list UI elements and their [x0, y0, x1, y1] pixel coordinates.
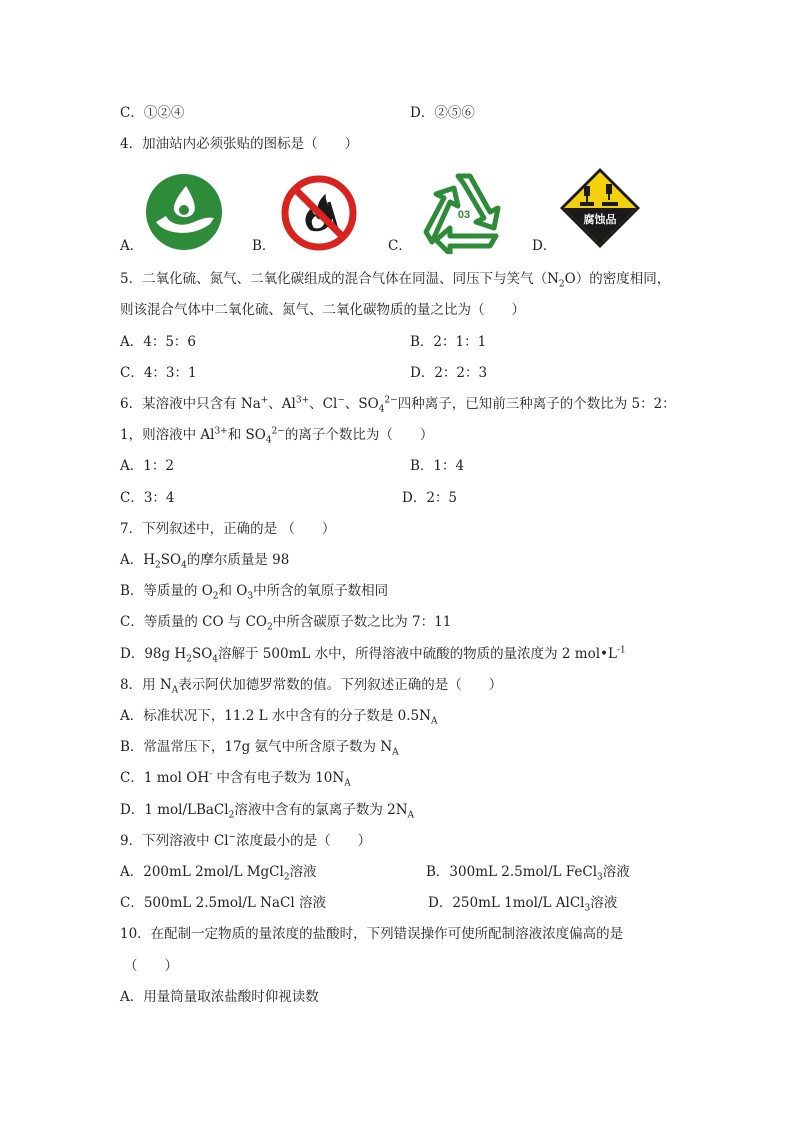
q7-stem: 7．下列叙述中，正确的是 （ ）: [120, 521, 336, 537]
q6-option-c: C．3：4: [120, 490, 175, 506]
water-saving-icon: [144, 172, 224, 252]
superscript: +: [260, 395, 269, 406]
subscript: 2: [283, 872, 290, 883]
q5-stem-line2: 则该混合气体中二氧化硫、氮气、二氧化碳物质的量之比为（ ）: [120, 302, 525, 318]
text: 溶液: [602, 864, 630, 880]
text: 中含有电子数为 10N: [212, 770, 345, 786]
q8-option-a: [120, 707, 437, 725]
text: 和 O: [218, 583, 248, 599]
subscript: 2: [212, 591, 219, 602]
text: 6．某溶液中只含有 Na: [120, 396, 261, 412]
text: A．200mL 2mol/L MgCl: [120, 864, 284, 880]
q6-stem-line2: [120, 426, 433, 444]
q6-option-a: A．1：2: [120, 458, 174, 474]
subscript: 2: [267, 622, 273, 633]
text: D．1 mol/LBaCl: [120, 802, 229, 818]
text: B．常温常压下，17g 氨气中所含原子数为 N: [120, 739, 393, 755]
superscript: −: [228, 832, 237, 843]
option-label: D．: [532, 238, 557, 254]
q5-option-a: A．4：5：6: [120, 334, 197, 350]
q9-option-b: [426, 863, 630, 881]
q9-option-c: C．500mL 2.5mol/L NaCl 溶液: [120, 895, 326, 911]
subscript: 2: [558, 279, 565, 290]
q4-option-c: [388, 166, 528, 256]
subscript: 2: [155, 560, 161, 571]
text: 溶液: [289, 864, 317, 880]
text: 中所含的氧原子数相同: [253, 583, 389, 599]
subscript: A: [407, 810, 415, 821]
subscript: A: [430, 716, 438, 727]
text: 8．用 N: [120, 677, 172, 693]
text: 表示阿伏加德罗常数的值。下列叙述正确的是（ ）: [178, 677, 503, 693]
recycling-icon: [418, 166, 510, 254]
text: 溶液中含有的氯离子数为 2N: [234, 802, 408, 818]
text: 9．下列溶液中 Cl: [120, 833, 229, 849]
text: C．1 mol OH: [120, 770, 210, 786]
subscript: 2: [186, 654, 192, 665]
text: D．98g H: [120, 646, 187, 662]
text: 1，则溶液中 Al: [120, 427, 215, 443]
superscript: 3+: [214, 426, 228, 437]
superscript: −: [337, 395, 345, 406]
q4-option-a: [120, 166, 240, 256]
text: SO: [160, 552, 182, 568]
q6-option-b: B．1：4: [410, 458, 465, 474]
q4-stem: 4．加油站内必须张贴的图标是（ ）: [120, 136, 359, 152]
q6-option-d: D．2：5: [402, 490, 458, 506]
q4-option-b: [252, 166, 372, 256]
q4-icon-options: [120, 166, 680, 256]
subscript: 3: [584, 903, 591, 914]
q8-option-b: [120, 738, 399, 756]
text: 、Al: [268, 396, 296, 412]
text: B．等质量的 O: [120, 583, 213, 599]
subscript: 2: [228, 810, 235, 821]
superscript: -1: [616, 645, 626, 656]
q5-stem-line1: [120, 270, 670, 288]
q9-option-d: [428, 894, 617, 912]
text: 溶解于 500mL 水中，所得溶液中硫酸的物质的量浓度为 2 mol•L: [218, 646, 617, 662]
text: D．250mL 1mol/L AlCl: [428, 895, 585, 911]
subscript: 3: [247, 591, 254, 602]
q10-stem-bracket: （ ）: [124, 958, 178, 974]
text: 的摩尔质量是 98: [186, 552, 290, 568]
recycle-code: 03: [457, 209, 471, 221]
subscript: A: [392, 747, 399, 758]
q8-option-d: [120, 801, 414, 819]
option-label: B．: [252, 238, 276, 254]
q4-option-d: [532, 166, 672, 256]
option-label: A．: [120, 238, 144, 254]
text: 的离子个数比为（ ）: [284, 427, 434, 443]
text: 中所含碳原子数之比为 7：11: [272, 614, 452, 630]
corrosive-label: 腐蚀品: [583, 213, 617, 226]
q5-option-d: D．2：2：3: [410, 365, 488, 381]
text: B．300mL 2.5mol/L FeCl: [426, 864, 598, 880]
text: 四种离子，已知前三种离子的个数比为 5：2：: [397, 396, 676, 412]
q5-option-c: C．4：3：1: [120, 365, 197, 381]
text: 溶液: [590, 895, 618, 911]
q5-option-b: B．2：1：1: [410, 334, 487, 350]
q10-option-a: A．用量筒量取浓盐酸时仰视读数: [120, 989, 319, 1005]
q10-stem: 10．在配制一定物质的量浓度的盐酸时，下列错误操作可使所配制溶液浓度偏高的是: [120, 926, 624, 942]
q7-option-d: [120, 645, 626, 663]
subscript: 3: [597, 872, 603, 883]
corrosive-icon: [558, 166, 642, 250]
q7-option-a: [120, 551, 289, 569]
text: 和 SO: [227, 427, 266, 443]
subscript: 4: [378, 404, 385, 415]
text: A．标准状况下，11.2 L 水中含有的分子数是 0.5N: [120, 708, 431, 724]
superscript: 2−: [271, 426, 285, 437]
q9-option-a: [120, 863, 317, 881]
q3-option-d: D．②⑤⑥: [410, 105, 475, 121]
text: A．H: [120, 552, 156, 568]
subscript: A: [171, 685, 179, 696]
text: 浓度最小的是（ ）: [236, 833, 372, 849]
text: SO: [191, 646, 213, 662]
option-label: C．: [388, 238, 412, 254]
text: 5．二氧化硫、氮气、二氧化碳组成的混合气体在同温、同压下与笑气（N: [120, 271, 559, 287]
q7-option-b: [120, 582, 388, 600]
text: C．等质量的 CO 与 CO: [120, 614, 267, 630]
superscript: 2−: [384, 395, 398, 406]
subscript: A: [344, 778, 351, 789]
q9-stem: [120, 832, 371, 850]
no-fire-icon: [280, 174, 358, 252]
q3-option-c: C．①②④: [120, 105, 185, 121]
q7-option-c: [120, 613, 451, 631]
q8-stem: [120, 676, 502, 694]
q6-stem-line1: [120, 395, 676, 413]
text: 、Cl: [309, 396, 338, 412]
subscript: 4: [181, 560, 187, 571]
text: 、SO: [344, 396, 379, 412]
superscript: -: [209, 769, 213, 780]
q8-option-c: [120, 769, 351, 787]
superscript: 3+: [295, 395, 310, 406]
text: O）的密度相同，: [564, 271, 671, 287]
subscript: 4: [212, 654, 219, 665]
subscript: 4: [265, 435, 272, 446]
